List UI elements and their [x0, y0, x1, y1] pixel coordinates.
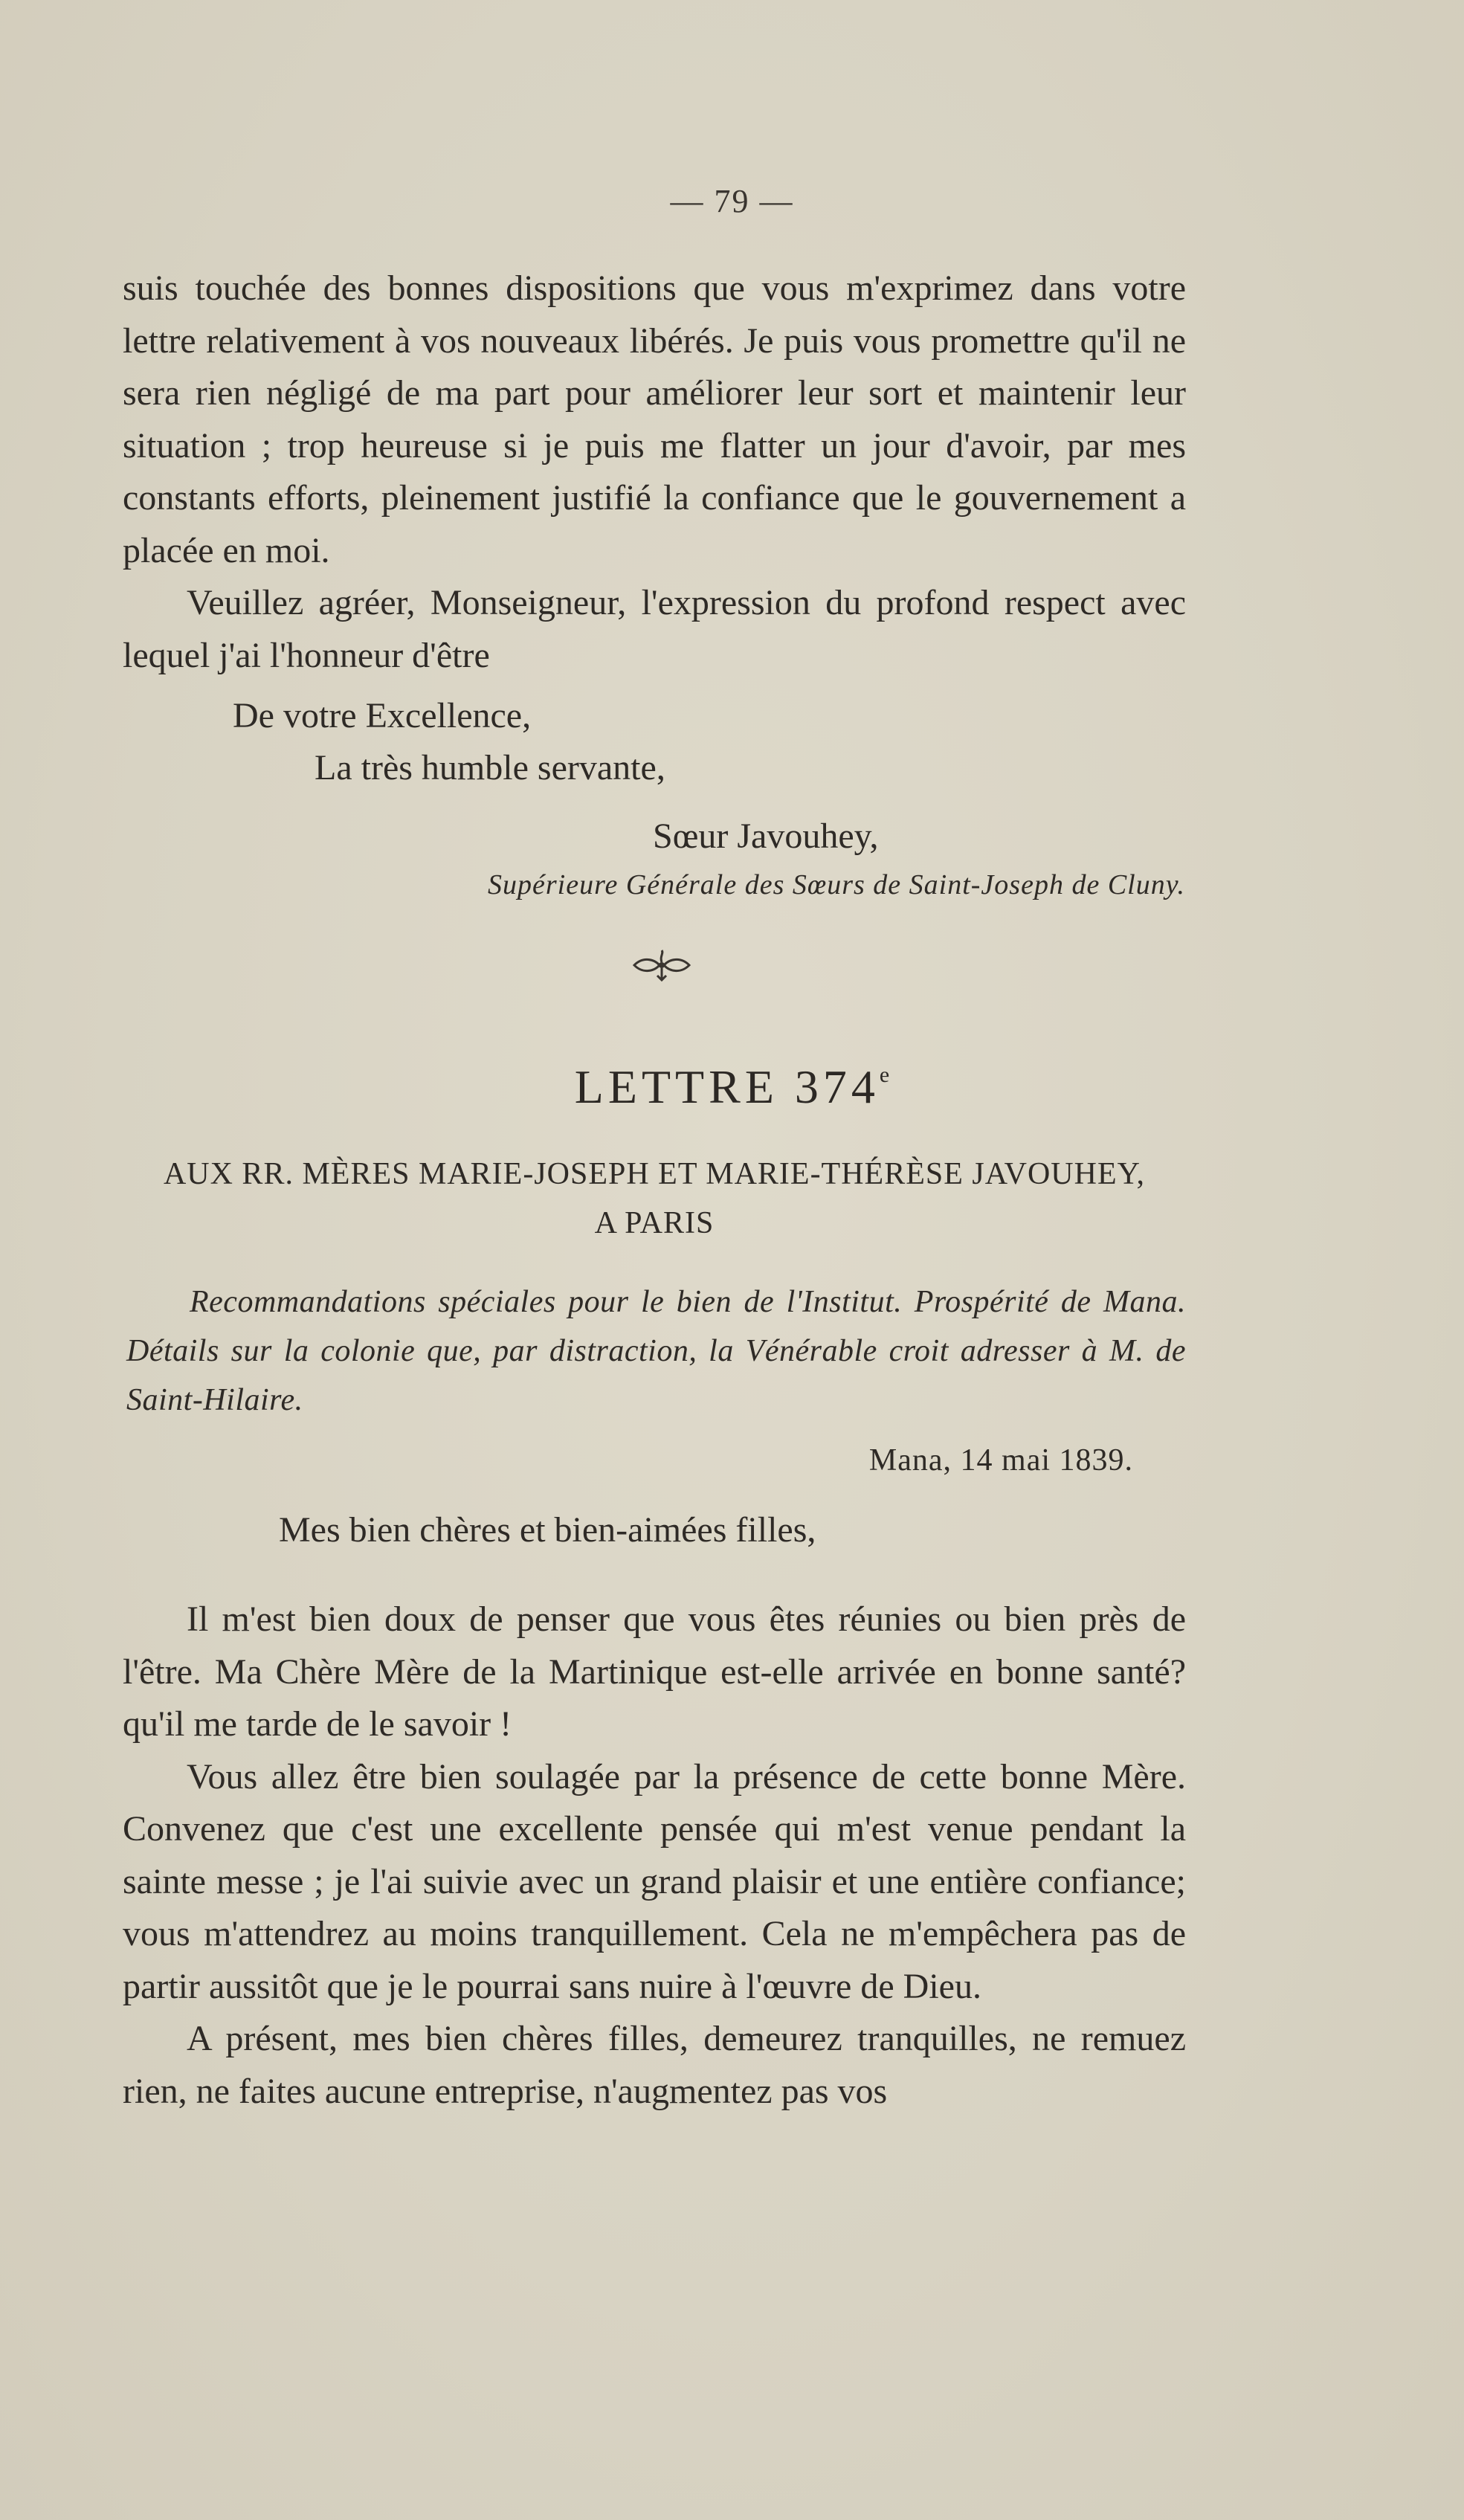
closing-line: La très humble servante, [315, 748, 665, 787]
body-paragraph: suis touchée des bonnes dispositions que vous m'exprimez dans votre lettre relativement à vos nouveaux libérés. Je puis vous promettre qu'il ne sera rien négligé de ma part pour améliorer leur sort et maintenir leur situation ; trop heureuse si je puis me flatter un jour d'avoir, par mes constants efforts, pleinement justifié la confiance que le gouvernement a placée en moi. [123, 268, 1186, 570]
body-paragraph: Vous allez être bien soulagée par la présence de cette bonne Mère. Convenez que c'est une excellente pensée qui m'est venue pendant la sainte messe ; je l'ai suivie avec un grand plaisir et une entière confiance; vous m'attendrez au moins tranquillement. Cela ne m'empêchera pas de partir aussitôt que je le pourrai sans nuire à l'œuvre de Dieu. [123, 1756, 1186, 2006]
fleuron-ornament-icon [621, 943, 703, 987]
signatory-title: Supérieure Générale des Sœurs de Saint-Joseph de Cluny. [488, 869, 1185, 900]
letter-heading-superscript: e [879, 1063, 890, 1087]
letter-heading-text: LETTRE 374 [574, 1060, 880, 1113]
dateline: Mana, 14 mai 1839. [868, 1443, 1133, 1477]
letter-body [123, 1593, 1186, 2118]
signature: Sœur Javouhey, [653, 816, 879, 856]
letter-summary: Recommandations spéciales pour le bien de l'Institut. Prospérité de Mana. Détails sur la colonie que, par distraction, la Vénérable croit adresser à M. de Saint-Hilaire. [126, 1285, 1186, 1417]
closing-line: De votre Excellence, [233, 696, 532, 735]
page-number: — 79 — [670, 183, 794, 219]
body-paragraph: Il m'est bien doux de penser que vous êtes réunies ou bien près de l'être. Ma Chère Mère de la Martinique est-elle arrivée en bonne santé? qu'il me tarde de le savoir ! [123, 1599, 1186, 1744]
salutation: Mes bien chères et bien-aimées filles, [279, 1510, 816, 1550]
recipient-line: AUX RR. MÈRES MARIE-JOSEPH ET MARIE-THÉRÈSE JAVOUHEY, [163, 1157, 1146, 1191]
letter-heading [0, 1060, 1464, 1115]
body-paragraph: Veuillez agréer, Monseigneur, l'expression du profond respect avec lequel j'ai l'honneur d'être [123, 583, 1186, 675]
letter-continuation [123, 262, 1186, 682]
recipient-place: A PARIS [594, 1206, 715, 1240]
body-paragraph: A présent, mes bien chères filles, demeurez tranquilles, ne remuez rien, ne faites aucune entreprise, n'augmentez pas vos [123, 2019, 1186, 2111]
